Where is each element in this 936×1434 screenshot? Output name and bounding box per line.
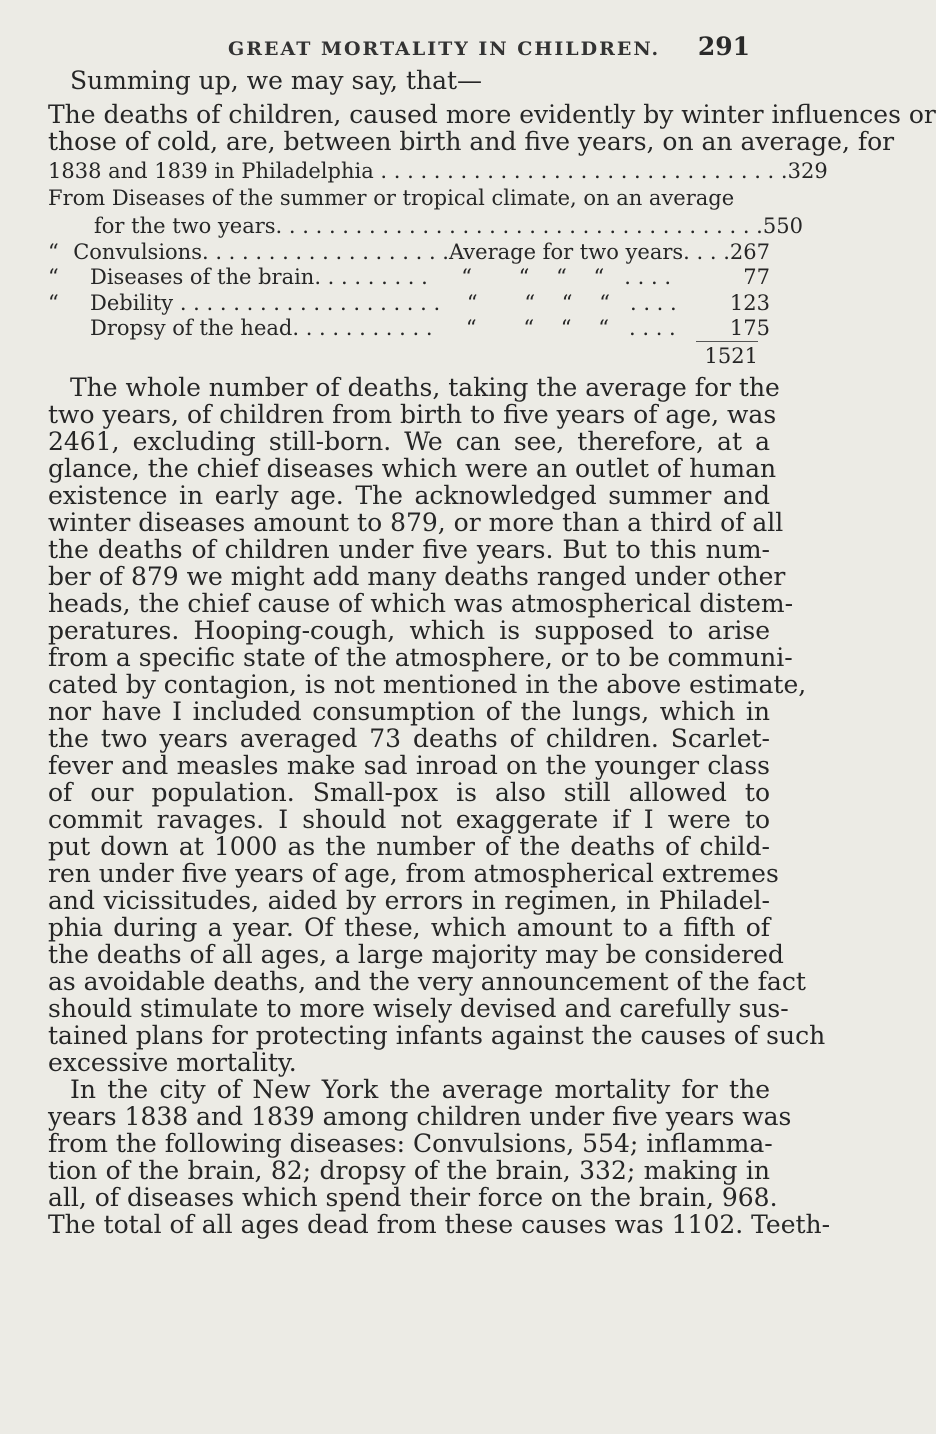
intro-line: Summing up, we may say, that— bbox=[70, 66, 483, 95]
body-line: heads, the chief cause of which was atmospherical distem- bbox=[48, 589, 794, 618]
sum-rule bbox=[696, 341, 758, 342]
body-line: the two years averaged 73 deaths of children. Scarlet- bbox=[48, 724, 770, 753]
body-line: ren under five years of age, from atmospherical extremes bbox=[48, 859, 779, 888]
body-line: tained plans for protecting infants against the causes of such bbox=[48, 1021, 826, 1050]
body-line: from a specific state of the atmosphere, or to be communi- bbox=[48, 643, 793, 672]
body-line: all, of diseases which spend their force on the brain, 968. bbox=[48, 1183, 778, 1212]
intro-line: The deaths of children, caused more evidently by winter influences or bbox=[48, 100, 936, 129]
body-line: The total of all ages dead from these causes was 1102. Teeth- bbox=[48, 1210, 831, 1239]
body-line: as avoidable deaths, and the very announcement of the fact bbox=[48, 967, 806, 996]
table-row-value: 329 bbox=[787, 159, 828, 183]
body-line: cated by contagion, is not mentioned in the above estimate, bbox=[48, 670, 807, 699]
body-line: two years, of children from birth to five years of age, was bbox=[48, 400, 777, 429]
table-row-label: Debility . . . . . . . . . . . . . . . . . . . . “ “ “ “ . . . . bbox=[90, 291, 677, 315]
page-header bbox=[228, 32, 750, 61]
body-line: nor have I included consumption of the lungs, which in bbox=[48, 697, 770, 726]
table-row-label: From Diseases of the summer or tropical climate, on an average bbox=[48, 186, 735, 210]
body-line: In the city of New York the average mortality for the bbox=[70, 1075, 770, 1104]
body-line: winter diseases amount to 879, or more than a third of all bbox=[48, 508, 784, 537]
body-line: the deaths of all ages, a large majority may be considered bbox=[48, 940, 784, 969]
table-row-label: 1838 and 1839 in Philadelphia . . . . . . . . . . . . . . . . . . . . . . . . . . . . . . . bbox=[48, 159, 788, 183]
body-line: and vicissitudes, aided by errors in regimen, in Philadel- bbox=[48, 886, 770, 915]
body-line: phia during a year. Of these, which amount to a fifth of bbox=[48, 913, 770, 942]
running-head: GREAT MORTALITY IN CHILDREN. bbox=[228, 38, 661, 60]
ditto-mark: “ bbox=[48, 265, 59, 289]
body-line: existence in early age. The acknowledged summer and bbox=[48, 481, 770, 510]
table-row-value: 77 bbox=[743, 265, 770, 289]
body-line: excessive mortality. bbox=[48, 1048, 297, 1077]
table-total: 1521 bbox=[704, 344, 758, 368]
body-line: ber of 879 we might add many deaths ranged under other bbox=[48, 562, 786, 591]
table-row-label: Diseases of the brain. . . . . . . . . “ “ “ “ . . . . bbox=[90, 265, 672, 289]
intro-line: those of cold, are, between birth and five years, on an average, for bbox=[48, 127, 895, 156]
body-line: tion of the brain, 82; dropsy of the brain, 332; making in bbox=[48, 1156, 770, 1185]
table-row-label: Convulsions. . . . . . . . . . . . . . . . . . .Average for two years. . . . bbox=[73, 240, 730, 264]
body-line: put down at 1000 as the number of the deaths of child- bbox=[48, 832, 770, 861]
page-number: 291 bbox=[697, 32, 750, 61]
body-line: glance, the chief diseases which were an outlet of human bbox=[48, 454, 777, 483]
table-row-value: 175 bbox=[729, 316, 770, 340]
body-line: of our population. Small-pox is also still allowed to bbox=[48, 778, 770, 807]
body-line: fever and measles make sad inroad on the younger class bbox=[48, 751, 770, 780]
ditto-mark: “ bbox=[48, 291, 59, 315]
table-row-label: for the two years. . . . . . . . . . . . . . . . . . . . . . . . . . . . . . . . . . . . . bbox=[94, 214, 763, 238]
body-line: 2461, excluding still-born. We can see, therefore, at a bbox=[48, 427, 770, 456]
table-row bbox=[48, 313, 770, 343]
table-row-label: Dropsy of the head. . . . . . . . . . . “ “ “ “ . . . . bbox=[90, 316, 676, 340]
body-line: the deaths of children under five years. But to this num- bbox=[48, 535, 770, 564]
table-row-value: 550 bbox=[762, 214, 803, 238]
table-row bbox=[48, 156, 828, 186]
body-line: years 1838 and 1839 among children under five years was bbox=[48, 1102, 792, 1131]
body-line: The whole number of deaths, taking the average for the bbox=[70, 373, 780, 402]
table-row bbox=[48, 183, 770, 213]
body-line: peratures. Hooping-cough, which is supposed to arise bbox=[48, 616, 770, 645]
body-line: from the following diseases: Convulsions, 554; inflamma- bbox=[48, 1129, 773, 1158]
body-line: should stimulate to more wisely devised and carefully sus- bbox=[48, 994, 789, 1023]
ditto-mark: “ bbox=[48, 240, 59, 264]
body-line: commit ravages. I should not exaggerate if I were to bbox=[48, 805, 770, 834]
table-row-value: 123 bbox=[729, 291, 770, 315]
table-row-value: 267 bbox=[729, 240, 770, 264]
